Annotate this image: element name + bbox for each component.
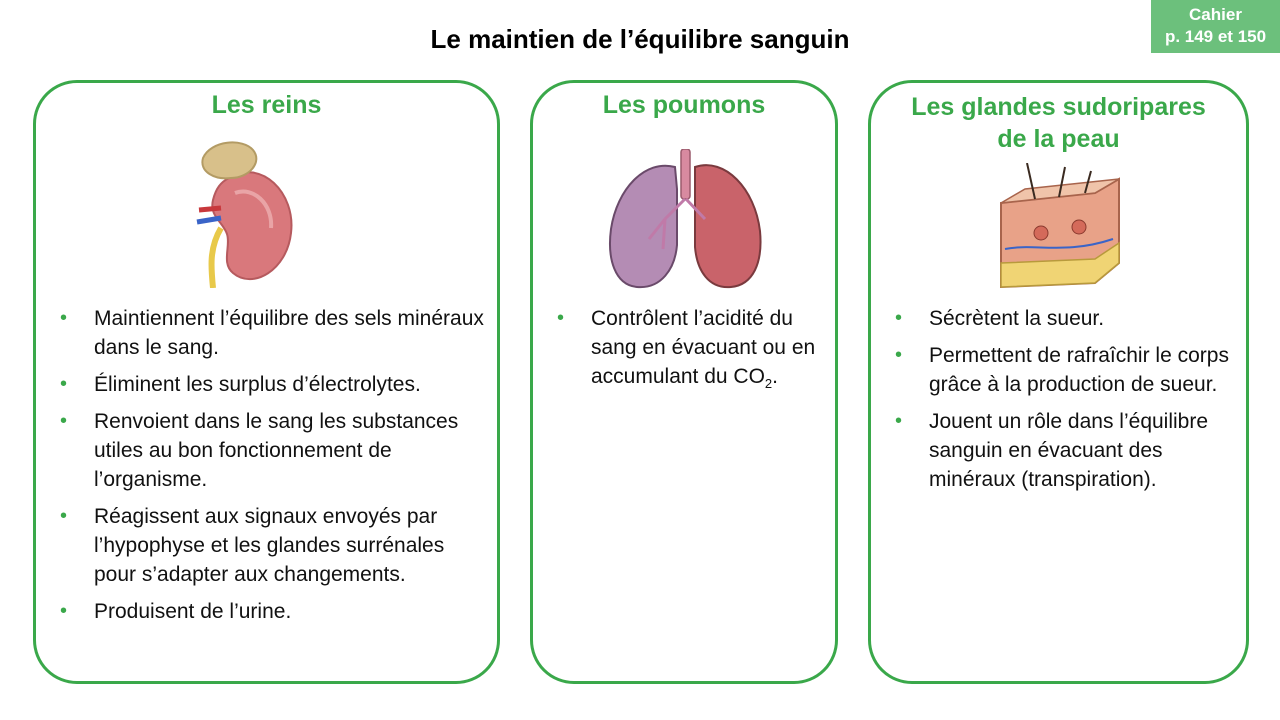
lungs-bullet-list	[555, 304, 825, 406]
bullet-suffix: .	[772, 365, 778, 388]
card-title-sweat-glands	[871, 91, 1246, 155]
list-item: • Éliminent les surplus d’électrolytes.	[58, 370, 488, 399]
list-item: • Permettent de rafraîchir le corps grâce à la production de sueur.	[893, 341, 1233, 399]
card-title-kidneys: Les reins	[211, 91, 322, 119]
list-item: • Maintiennent l’équilibre des sels minéraux dans le sang.	[58, 304, 488, 362]
page-title: Le maintien de l’équilibre sanguin	[430, 24, 850, 54]
card-kidneys	[33, 80, 500, 684]
list-item: • Réagissent aux signaux envoyés par l’hypophyse et les glandes surrénales pour s’adapter aux changements.	[58, 502, 488, 589]
card-title-line-2: de la peau	[997, 125, 1120, 153]
skin-cross-section-illustration	[995, 163, 1125, 293]
badge-line-1: Cahier	[1189, 5, 1242, 24]
workbook-reference-badge	[1151, 0, 1280, 53]
bullet-text: Contrôlent l’acidité du sang en évacuant ou en accumulant du CO	[591, 307, 816, 388]
kidney-illustration	[191, 138, 301, 288]
kidneys-bullet-list	[58, 304, 488, 634]
card-title-lungs: Les poumons	[602, 91, 766, 119]
card-sweat-glands	[868, 80, 1249, 684]
card-title-line-1: Les glandes sudoripares	[911, 93, 1206, 121]
list-item: • Jouent un rôle dans l’équilibre sanguin en évacuant des minéraux (transpiration).	[893, 407, 1233, 494]
subscript: 2	[764, 376, 773, 392]
lungs-illustration	[605, 149, 765, 291]
list-item: • Renvoient dans le sang les substances utiles au bon fonctionnement de l’organisme.	[58, 407, 488, 494]
card-lungs	[530, 80, 838, 684]
badge-line-2: p. 149 et 150	[1164, 27, 1267, 46]
sweat-glands-bullet-list	[893, 304, 1233, 502]
list-item: • Sécrètent la sueur.	[893, 304, 1233, 333]
list-item: • Produisent de l’urine.	[58, 597, 488, 626]
list-item	[555, 304, 825, 398]
